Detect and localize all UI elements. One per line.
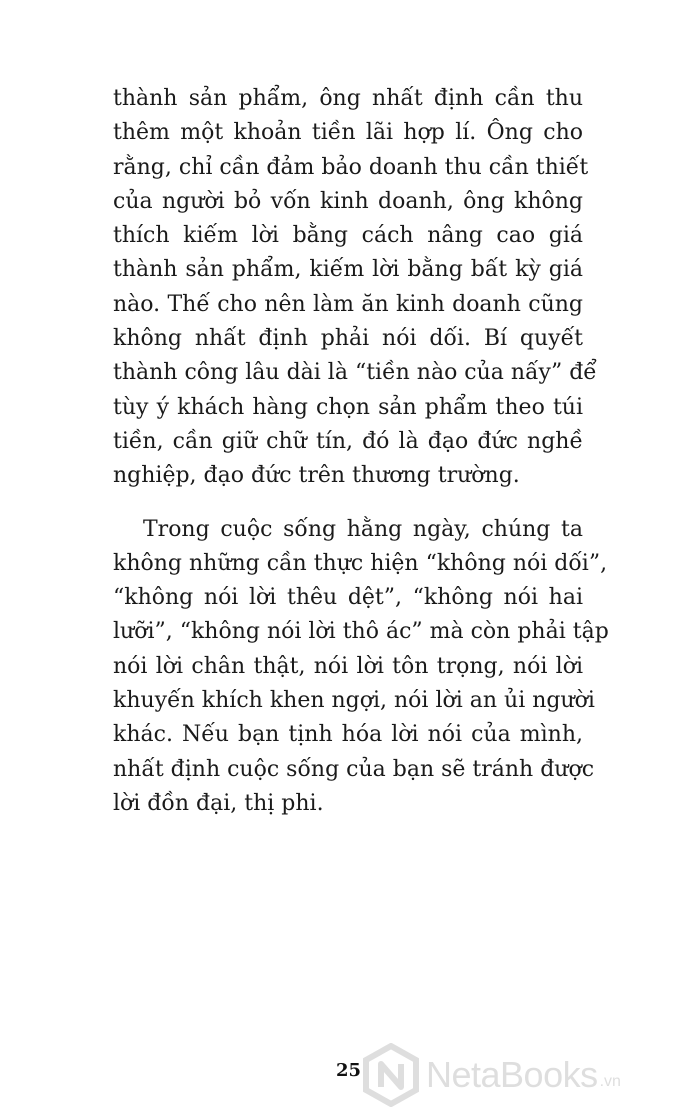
- text-line: thích kiếm lời bằng cách nâng cao giá: [113, 223, 583, 249]
- text-line: nói lời chân thật, nói lời tôn trọng, nói lời: [113, 653, 583, 679]
- text-line: tiền, cần giữ chữ tín, đó là đạo đức nghề: [113, 428, 583, 454]
- text-line: tùy ý khách hàng chọn sản phẩm theo túi: [113, 394, 583, 420]
- text-line: khuyến khích khen ngợi, nói lời an ủi người: [113, 688, 595, 714]
- text-line: của người bỏ vốn kinh doanh, ông không: [113, 188, 583, 214]
- paragraph-2: [113, 513, 609, 822]
- text-line: rằng, chỉ cần đảm bảo doanh thu cần thiết: [113, 154, 589, 180]
- text-line: lời đồn đại, thị phi.: [113, 790, 324, 816]
- paragraph-1: [113, 82, 597, 494]
- watermark-suffix: .vn: [599, 1073, 621, 1090]
- text-line: lưỡi”, “không nói lời thô ác” mà còn phải tập: [113, 619, 609, 645]
- text-line: thêm một khoản tiền lãi hợp lí. Ông cho: [113, 120, 583, 146]
- text-line: nghiệp, đạo đức trên thương trường.: [113, 463, 520, 489]
- text-line: thành sản phẩm, ông nhất định cần thu: [113, 86, 583, 111]
- text-line: nào. Thế cho nên làm ăn kinh doanh cũng: [113, 291, 583, 317]
- text-line: Trong cuộc sống hằng ngày, chúng ta: [143, 516, 583, 542]
- page-number: 25: [336, 1060, 362, 1081]
- book-page-body: [113, 82, 609, 821]
- text-line: không nhất định phải nói dối. Bí quyết: [113, 326, 583, 352]
- text-line: thành sản phẩm, kiếm lời bằng bất kỳ giá: [113, 257, 583, 283]
- text-line: “không nói lời thêu dệt”, “không nói hai: [113, 585, 583, 611]
- text-line: thành công lâu dài là “tiền nào của nấy” để: [113, 360, 597, 386]
- text-line: không những cần thực hiện “không nói dối”,: [113, 550, 608, 576]
- text-line: khác. Nếu bạn tịnh hóa lời nói của mình,: [113, 722, 583, 748]
- n-hexagon-logo-icon: [362, 1043, 420, 1107]
- watermark-brand: NetaBooks: [426, 1054, 598, 1095]
- text-line: nhất định cuộc sống của bạn sẽ tránh được: [113, 756, 595, 782]
- netabooks-watermark: [362, 1040, 682, 1110]
